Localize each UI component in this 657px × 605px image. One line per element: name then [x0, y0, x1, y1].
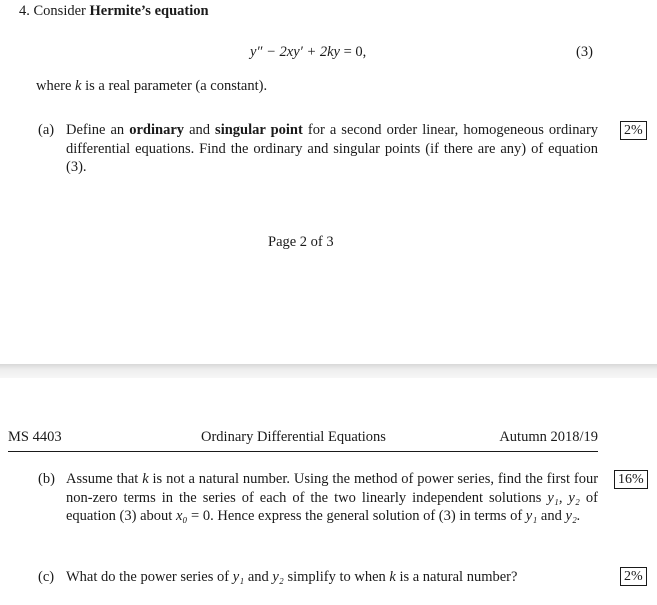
part-b-label: (b): [38, 471, 55, 487]
math-var: k: [75, 78, 82, 94]
part-a: [38, 121, 598, 177]
course-code: MS 4403: [8, 429, 62, 445]
part-c-mark: 2%: [620, 567, 647, 586]
part-c-text: [66, 568, 598, 587]
question-title: Hermite’s equation: [89, 3, 209, 19]
text-run: is a real parameter (a constant).: [85, 78, 268, 94]
part-b-mark: 16%: [614, 470, 648, 489]
page-separator: [0, 364, 657, 378]
equation-term: xy: [286, 44, 300, 60]
math-var: y₁, y₂: [547, 489, 580, 506]
math-var: y₁: [232, 569, 245, 585]
math-var: y₂.: [565, 508, 581, 524]
equation-label: (3): [576, 44, 593, 60]
course-title: Ordinary Differential Equations: [201, 429, 386, 445]
text-run: simplify to when: [287, 569, 386, 585]
bold-term: ordinary: [129, 122, 185, 138]
text-run: = 0. Hence express the general solution of (3) in terms of: [191, 508, 523, 524]
text-run: and: [540, 508, 562, 524]
equation-term: ′ + 2: [299, 44, 328, 60]
text-run: for a second order linear, homogeneous ordinary differential equations. Find the ordinary and singular points (if there are any) of equation (3).: [66, 122, 599, 175]
part-c: [38, 568, 598, 587]
math-var: x₀: [175, 508, 188, 524]
math-var: k: [389, 569, 396, 585]
part-b: [38, 470, 598, 526]
part-a-label: (a): [38, 122, 55, 138]
part-a-text: [66, 121, 598, 177]
text-run: What do the power series of: [66, 569, 230, 585]
question-intro: Consider: [33, 3, 86, 19]
text-run: and: [247, 569, 269, 585]
text-run: Define an: [66, 122, 125, 138]
part-b-text: [66, 470, 598, 526]
question-number: 4.: [19, 3, 30, 19]
running-header: [8, 429, 598, 452]
math-var: k: [142, 471, 149, 487]
page-2: [0, 378, 657, 605]
text-run: is a natural number?: [399, 569, 518, 585]
question-heading: [19, 3, 209, 20]
page-number: Page 2 of 3: [268, 234, 334, 250]
equation-term: y″ − 2: [250, 44, 287, 60]
hermite-equation: [250, 44, 366, 61]
text-run: Assume that: [66, 471, 139, 487]
math-var: y₂: [272, 569, 284, 585]
part-c-label: (c): [38, 569, 55, 585]
text-run: is not a natural number. Using the method of power series, find the first four non-zero terms in the series of each of the two linearly independent solutions: [66, 471, 599, 506]
equation-term: = 0,: [339, 44, 367, 60]
parameter-description: [36, 78, 267, 95]
text-run: where: [36, 78, 72, 94]
text-run: and: [189, 122, 210, 138]
equation-term: ky: [327, 44, 340, 60]
math-var: y₁: [525, 508, 538, 524]
text-run: of equation (3) about: [66, 489, 599, 524]
part-a-mark: 2%: [620, 121, 647, 140]
bold-term: singular point: [215, 122, 303, 138]
course-term: Autumn 2018/19: [499, 429, 598, 445]
